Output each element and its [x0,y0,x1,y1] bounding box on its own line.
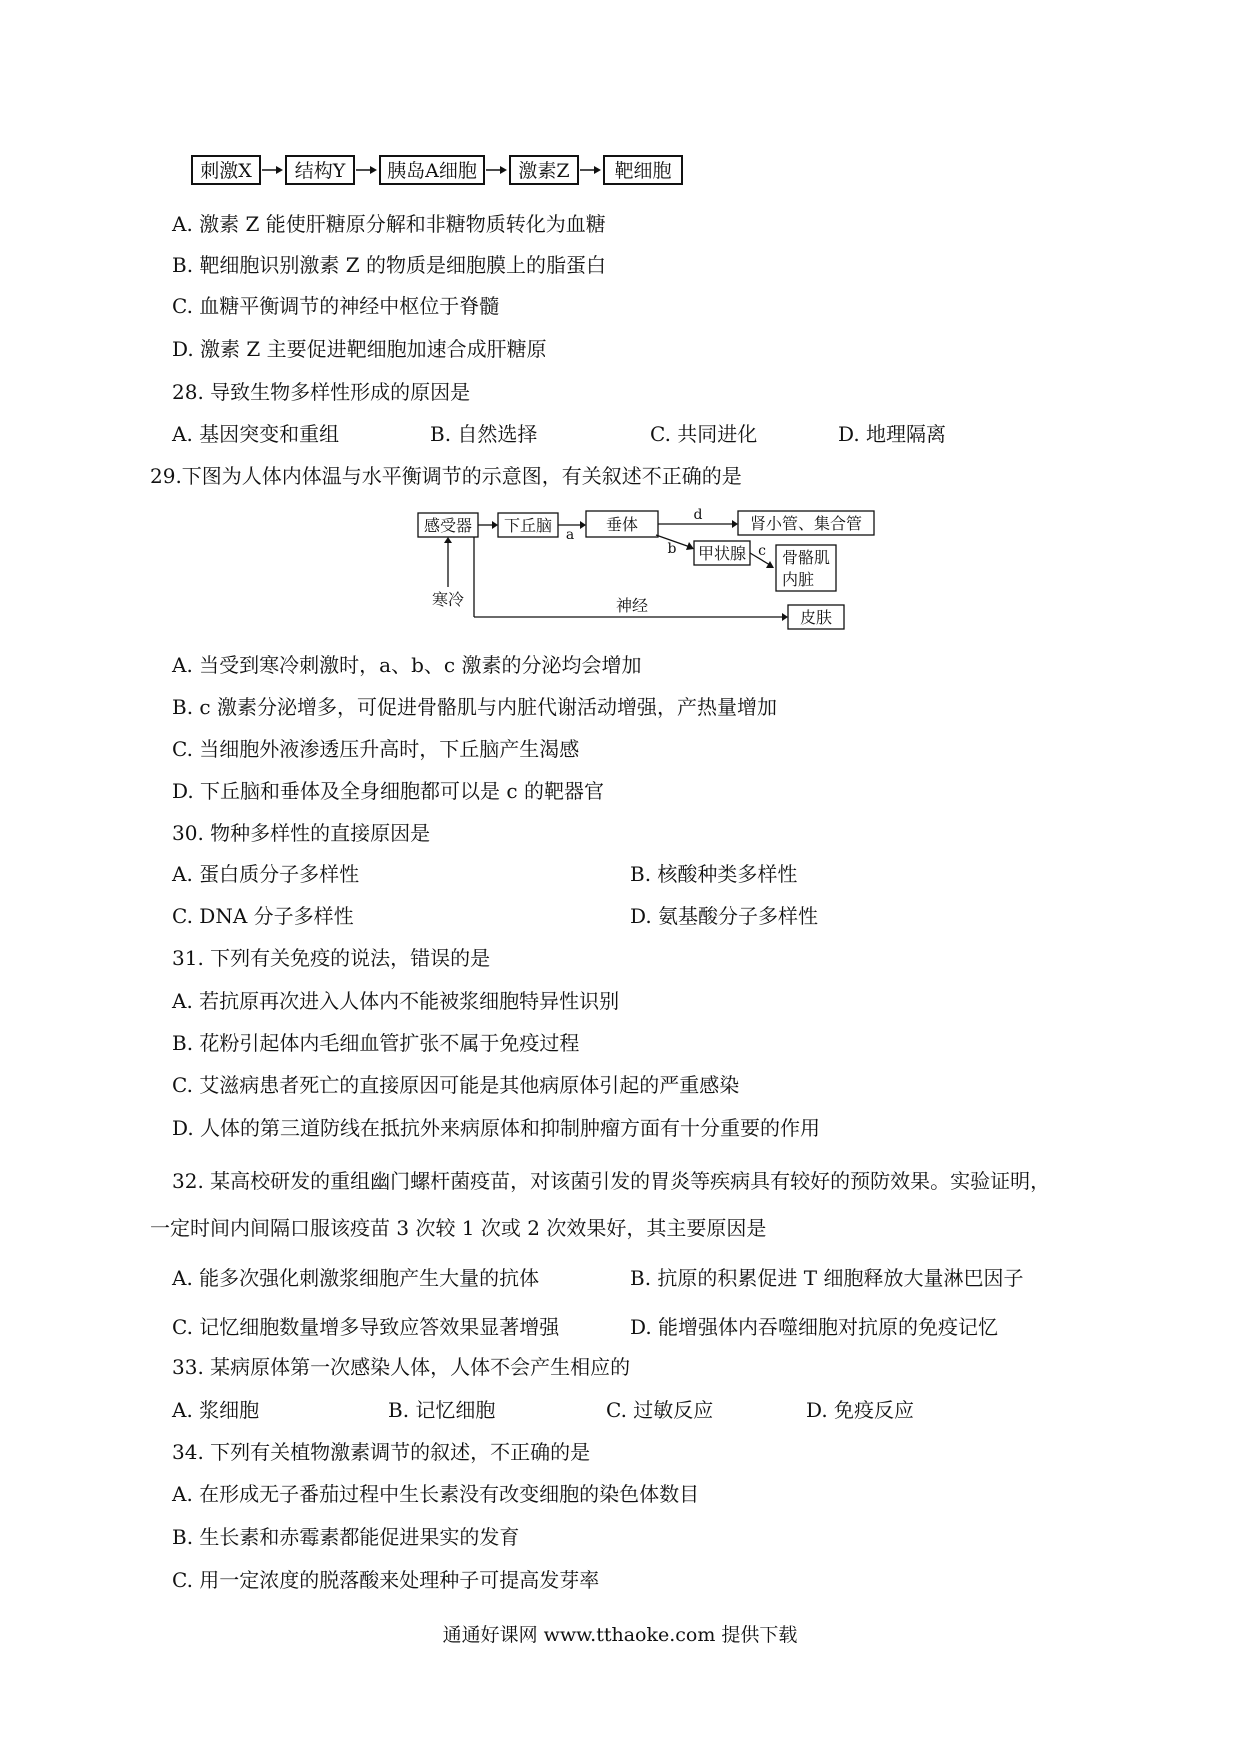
cold-label: 寒冷 [431,590,465,609]
arrow-label-a: a [565,527,575,543]
q33-option-b: B. 记忆细胞 [388,1398,496,1422]
muscle-label-1: 骨骼肌 [782,548,831,567]
arrow-label-b: b [667,541,677,557]
receptor-label: 感受器 [423,516,473,535]
q29-option-b: B. c 激素分泌增多，可促进骨骼肌与内脏代谢活动增强，产热量增加 [172,695,777,719]
q27-option-b: B. 靶细胞识别激素 Z 的物质是细胞膜上的脂蛋白 [172,253,607,277]
hypothalamus-label: 下丘脑 [503,516,553,535]
page-footer: 通通好课网 www.tthaoke.com 提供下载 [442,1624,798,1646]
q31-option-c: C. 艾滋病患者死亡的直接原因可能是其他病原体引起的严重感染 [172,1073,740,1097]
q34-option-b: B. 生长素和赤霉素都能促进果实的发育 [172,1525,520,1549]
q32-option-b: B. 抗原的积累促进 T 细胞释放大量淋巴因子 [630,1266,1024,1290]
q31-stem: 31. 下列有关免疫的说法，错误的是 [172,946,491,970]
q32-option-d: D. 能增强体内吞噬细胞对抗原的免疫记忆 [630,1315,999,1339]
q32-stem-line-2: 一定时间内间隔口服该疫苗 3 次较 1 次或 2 次效果好，其主要原因是 [150,1216,767,1240]
flow-box-islet-a-cell-label: 胰岛A细胞 [387,160,477,182]
q31-option-a: A. 若抗原再次进入人体内不能被浆细胞特异性识别 [172,989,620,1013]
q28-option-d: D. 地理隔离 [838,422,947,446]
q30-option-a: A. 蛋白质分子多样性 [172,862,360,886]
q30-option-b: B. 核酸种类多样性 [630,862,798,886]
q31-option-b: B. 花粉引起体内毛细血管扩张不属于免疫过程 [172,1031,580,1055]
q34-stem: 34. 下列有关植物激素调节的叙述，不正确的是 [172,1440,591,1464]
q33-stem: 33. 某病原体第一次感染人体，人体不会产生相应的 [172,1355,631,1379]
q33-option-d: D. 免疫反应 [806,1398,915,1422]
q28-option-b: B. 自然选择 [430,422,538,446]
q34-option-c: C. 用一定浓度的脱落酸来处理种子可提高发芽率 [172,1568,600,1592]
flow-diagram [190,152,710,188]
q32-stem-line-1: 32. 某高校研发的重组幽门螺杆菌疫苗，对该菌引发的胃炎等疾病具有较好的预防效果。实验证明， [172,1169,1051,1193]
q34-option-a: A. 在形成无子番茄过程中生长素没有改变细胞的染色体数目 [172,1482,700,1506]
q29-option-d: D. 下丘脑和垂体及全身细胞都可以是 c 的靶器官 [172,779,604,803]
q32-option-c: C. 记忆细胞数量增多导致应答效果显著增强 [172,1315,560,1339]
kidney-label: 肾小管、集合管 [749,514,863,533]
nerve-label: 神经 [615,596,649,615]
q30-option-d: D. 氨基酸分子多样性 [630,904,819,928]
flow-box-target-cell-label: 靶细胞 [614,160,672,182]
arrow-label-c: c [758,543,766,559]
q27-option-d: D. 激素 Z 主要促进靶细胞加速合成肝糖原 [172,337,547,361]
q29-option-a: A. 当受到寒冷刺激时，a、b、c 激素的分泌均会增加 [172,653,642,677]
q29-option-c: C. 当细胞外液渗透压升高时，下丘脑产生渴感 [172,737,580,761]
skin-label: 皮肤 [799,608,833,627]
q28-stem: 28. 导致生物多样性形成的原因是 [172,380,471,404]
q32-option-a: A. 能多次强化刺激浆细胞产生大量的抗体 [172,1266,540,1290]
flow-box-hormone-label: 激素Z [518,160,570,182]
flow-box-structure-label: 结构Y [294,160,346,182]
q27-option-a: A. 激素 Z 能使肝糖原分解和非糖物质转化为血糖 [172,212,606,236]
q29-stem: 29.下图为人体内体温与水平衡调节的示意图，有关叙述不正确的是 [150,464,742,488]
pituitary-label: 垂体 [605,515,639,534]
q28-option-c: C. 共同进化 [650,422,758,446]
q33-option-a: A. 浆细胞 [172,1398,260,1422]
q31-option-d: D. 人体的第三道防线在抵抗外来病原体和抑制肿瘤方面有十分重要的作用 [172,1116,821,1140]
q28-option-a: A. 基因突变和重组 [172,422,340,446]
q27-option-c: C. 血糖平衡调节的神经中枢位于脊髓 [172,294,500,318]
q33-option-c: C. 过敏反应 [606,1398,714,1422]
q30-option-c: C. DNA 分子多样性 [172,904,354,928]
arrow-label-d: d [693,507,703,523]
thyroid-label: 甲状腺 [697,544,747,563]
flow-box-stimulus-label: 刺激X [200,160,252,182]
muscle-label-2: 内脏 [782,570,815,589]
thermoregulation-diagram [410,505,880,635]
q30-stem: 30. 物种多样性的直接原因是 [172,821,431,845]
